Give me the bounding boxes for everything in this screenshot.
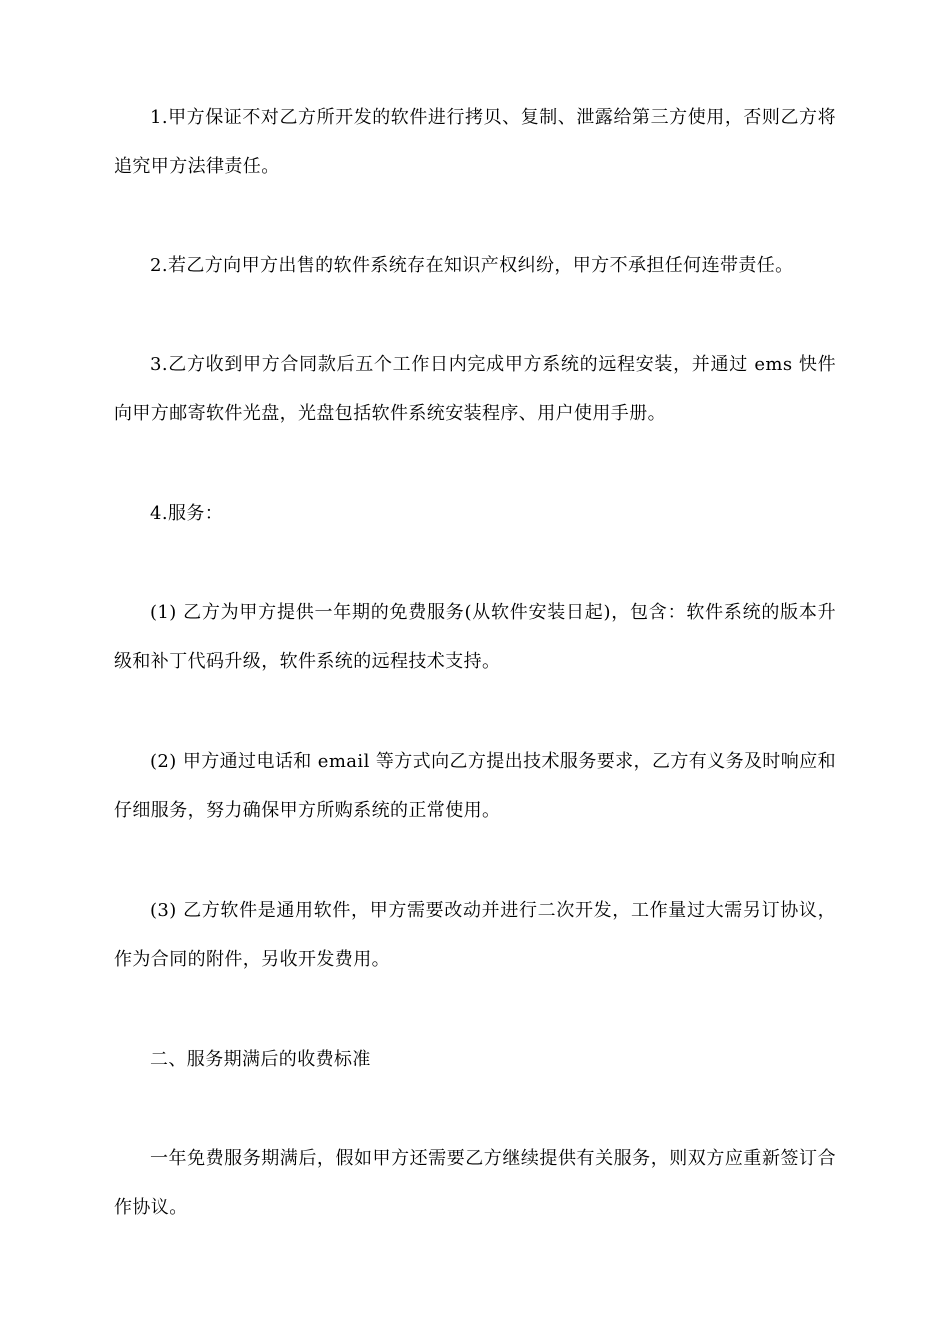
service-item-3-paragraph: (3) 乙方软件是通用软件，甲方需要改动并进行二次开发，工作量过大需另订协议，作为合同的附件，另收开发费用。: [114, 900, 836, 970]
clause-3-paragraph: 3.乙方收到甲方合同款后五个工作日内完成甲方系统的远程安装，并通过 ems 快件向甲方邮寄软件光盘，光盘包括软件系统安装程序、用户使用手册。: [114, 354, 836, 424]
clause-1-paragraph: 1.甲方保证不对乙方所开发的软件进行拷贝、复制、泄露给第三方使用，否则乙方将追究甲方法律责任。: [114, 107, 836, 177]
section-2-heading: 二、服务期满后的收费标准: [150, 1049, 371, 1070]
clause-2-paragraph: 2.若乙方向甲方出售的软件系统存在知识产权纠纷，甲方不承担任何连带责任。: [150, 255, 794, 276]
service-item-1-paragraph: (1) 乙方为甲方提供一年期的免费服务(从软件安装日起)，包含：软件系统的版本升级和补丁代码升级，软件系统的远程技术支持。: [114, 602, 836, 672]
clause-4-heading: 4.服务：: [150, 503, 224, 524]
section-2-body-paragraph: 一年免费服务期满后，假如甲方还需要乙方继续提供有关服务，则双方应重新签订合作协议。: [114, 1148, 836, 1218]
service-item-2-paragraph: (2) 甲方通过电话和 email 等方式向乙方提出技术服务要求，乙方有义务及时响应和仔细服务，努力确保甲方所购系统的正常使用。: [114, 751, 836, 821]
